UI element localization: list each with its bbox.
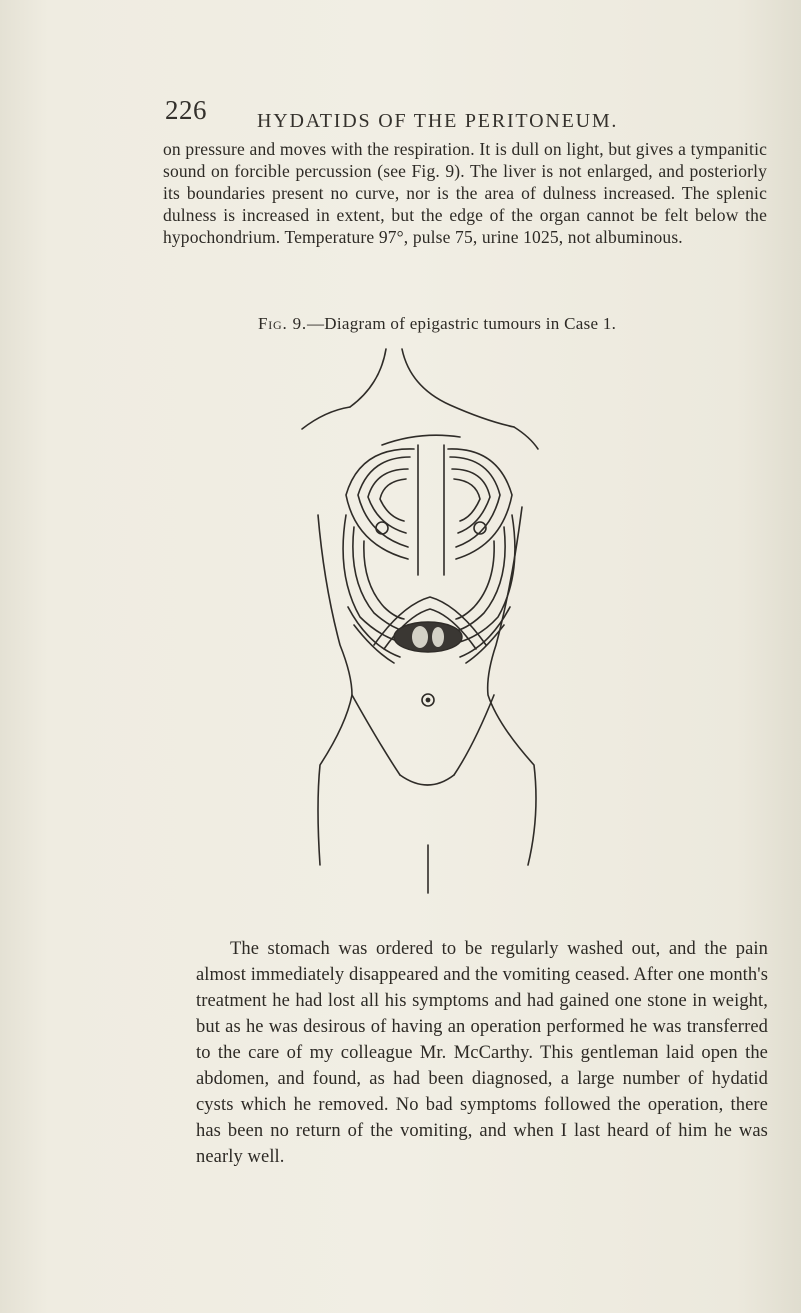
paragraph-case-findings: on pressure and moves with the respiration. It is dull on light, but gives a tympanitic sound on forcible percussion (see Fig. 9). The liver is not enlarged, and posteriorly its boundaries present no curve, nor is the area of dulness increased. The splenic dulness is increased in extent, but the edge of the organ cannot be felt below the hypochondrium. Temperature 97°, pulse 75, urine 1025, not albuminous. <box>163 139 767 247</box>
left-rib-landmark-circle <box>376 522 388 534</box>
right-inguinal-line <box>454 695 494 775</box>
page-number: 226 <box>165 95 207 125</box>
clavicle-line <box>382 435 460 445</box>
tumour-light-gap-right <box>432 627 444 647</box>
figure-caption <box>258 314 616 334</box>
running-title: HYDATIDS OF THE PERITONEUM. <box>257 110 619 132</box>
epigastric-tumours-diagram <box>290 345 750 907</box>
figure-label: Fig. 9. <box>258 314 307 333</box>
torso-outline-drawing <box>290 345 750 907</box>
page-header <box>165 95 765 135</box>
pubic-arc <box>400 775 454 785</box>
tumour-light-gap-left <box>412 626 428 648</box>
figure-caption-text: —Diagram of epigastric tumours in Case 1. <box>306 314 617 333</box>
epigastric-tumours <box>394 622 462 652</box>
left-shoulder-line <box>302 407 350 429</box>
umbilicus-dot <box>426 698 431 703</box>
trunk-left-side <box>318 515 352 865</box>
paragraph-treatment-outcome: The stomach was ordered to be regularly washed out, and the pain almost immediately disappeared and the vomiting ceased. After one month's treatment he had lost all his symptoms and had gained one stone in weight, but as he was desirous of having an operation performed he was transferred to the care of my colleague Mr. McCarthy. This gentleman laid open the abdomen, and found, as had been diagnosed, a large number of hydatid cysts which he removed. No bad symptoms followed the operation, there has been no return of the vomiting, and when I last heard of him he was nearly well. <box>196 939 768 1167</box>
left-inguinal-line <box>352 695 400 775</box>
neck-right-line <box>402 349 514 427</box>
neck-left-line <box>350 349 386 407</box>
right-shoulder-line <box>514 427 538 449</box>
trunk-right-side <box>488 507 536 865</box>
